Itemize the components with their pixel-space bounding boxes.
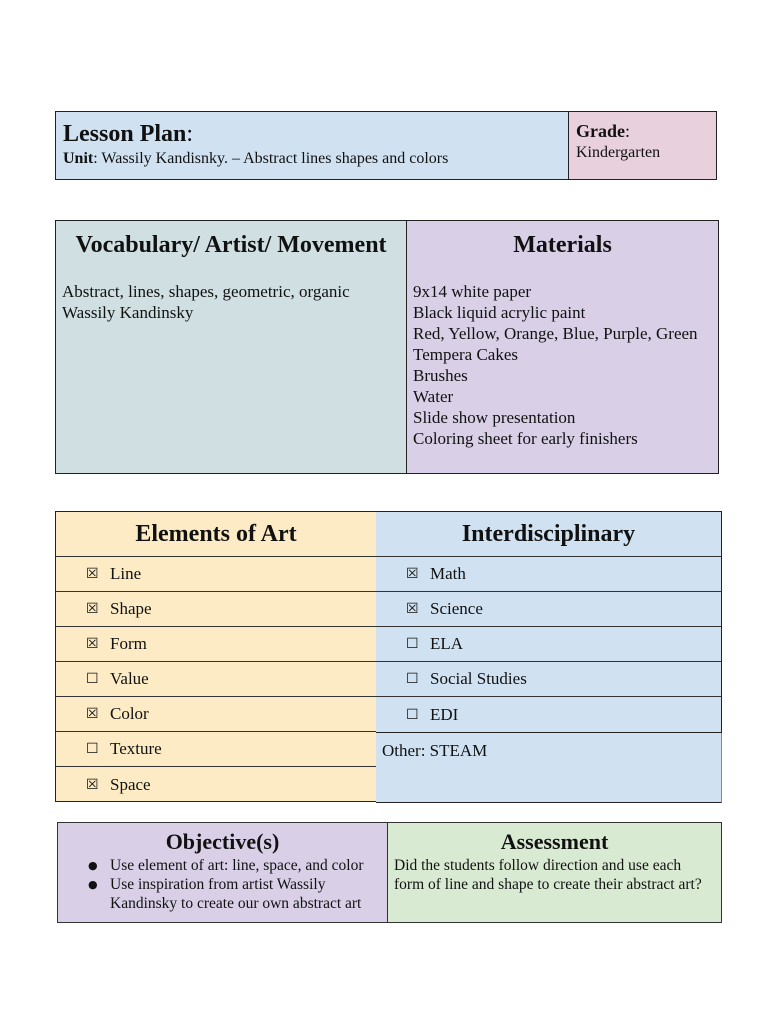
subject-label: Social Studies [430, 669, 527, 688]
subject-item-science[interactable] [376, 592, 721, 627]
objective-heading: Objective(s) [165, 829, 280, 854]
subject-label: ELA [430, 634, 464, 653]
objective-cell [58, 823, 388, 922]
checkbox-icon[interactable]: ☐ [406, 636, 419, 652]
objective-item: ● Use element of art: line, space, and color [64, 856, 381, 875]
element-item-shape[interactable] [56, 592, 376, 627]
checkbox-icon[interactable]: ☒ [86, 776, 99, 793]
elements-of-art-column [55, 511, 377, 802]
grade-value: Kindergarten [576, 144, 661, 161]
subject-item-ela[interactable] [376, 627, 721, 662]
checkbox-icon[interactable]: ☐ [406, 706, 419, 723]
lesson-plan-header [55, 111, 717, 180]
subject-label: Science [430, 599, 483, 618]
vocab-heading: Vocabulary/ Artist/ Movement [75, 232, 387, 258]
header-unit-cell [56, 112, 569, 179]
subject-item-edi[interactable] [376, 697, 721, 732]
materials-line: 9x14 white paper [413, 282, 532, 301]
materials-line: Black liquid acrylic paint [413, 303, 586, 322]
element-label: Form [110, 634, 147, 653]
checkbox-icon[interactable]: ☐ [86, 741, 99, 757]
assessment-text: Did the students follow direction and use each form of line and shape to create their abstract art? [394, 857, 702, 893]
materials-line: Brushes [413, 366, 468, 385]
unit-label: Unit [63, 150, 94, 167]
lesson-plan-title [63, 121, 561, 147]
materials-line: Water [413, 387, 454, 406]
subject-item-social-studies[interactable] [376, 662, 721, 697]
vocab-line: Wassily Kandinsky [62, 303, 194, 322]
vocab-line: Abstract, lines, shapes, geometric, organic [62, 282, 350, 301]
grade-label-line [576, 121, 709, 141]
subject-item-math[interactable] [376, 557, 721, 592]
grade-label: Grade [576, 121, 625, 141]
element-label: Line [110, 564, 142, 583]
assessment-heading: Assessment [500, 829, 609, 854]
unit-value: : Wassily Kandisnky. – Abstract lines shapes and colors [93, 150, 449, 167]
elements-heading: Elements of Art [56, 512, 376, 557]
subject-label: EDI [430, 704, 459, 724]
elements-interdisciplinary-table [55, 511, 722, 802]
objective-assessment-table [57, 822, 722, 923]
element-item-line[interactable] [56, 557, 376, 592]
other-subject-text: Other: STEAM [376, 733, 722, 803]
unit-line [63, 149, 561, 169]
title-colon: : [186, 121, 194, 147]
element-label: Texture [110, 739, 162, 758]
checkbox-icon[interactable]: ☒ [406, 601, 419, 617]
element-label: Space [110, 774, 151, 794]
element-item-texture[interactable] [56, 732, 376, 767]
checkbox-icon[interactable]: ☒ [86, 601, 99, 617]
element-item-space[interactable] [56, 767, 376, 802]
objective-list [64, 856, 381, 913]
materials-line: Red, Yellow, Orange, Blue, Purple, Green [413, 324, 698, 343]
element-label: Value [110, 669, 149, 688]
materials-line: Tempera Cakes [413, 345, 519, 364]
checkbox-icon[interactable]: ☒ [86, 706, 99, 722]
header-grade-cell [569, 112, 716, 179]
materials-cell [407, 221, 718, 473]
element-item-color[interactable] [56, 697, 376, 732]
objective-item: ● Use inspiration from artist Wassily Kandinsky to create our own abstract art [64, 875, 381, 913]
checkbox-icon[interactable]: ☐ [86, 671, 99, 687]
grade-colon: : [625, 121, 631, 141]
assessment-cell [388, 823, 721, 922]
checkbox-icon[interactable]: ☒ [406, 566, 419, 582]
interdisciplinary-list [376, 511, 722, 733]
interdisciplinary-heading: Interdisciplinary [376, 512, 721, 557]
vocab-cell [56, 221, 407, 473]
materials-line: Slide show presentation [413, 408, 576, 427]
title-text: Lesson Plan [63, 121, 187, 147]
checkbox-icon[interactable]: ☒ [86, 636, 99, 652]
subject-label: Math [430, 564, 466, 583]
element-label: Shape [110, 599, 152, 618]
element-item-form[interactable] [56, 627, 376, 662]
materials-heading: Materials [513, 232, 612, 258]
interdisciplinary-column [376, 511, 722, 802]
element-label: Color [110, 704, 149, 723]
element-item-value[interactable] [56, 662, 376, 697]
checkbox-icon[interactable]: ☒ [86, 566, 99, 582]
vocab-materials-table [55, 220, 719, 474]
checkbox-icon[interactable]: ☐ [406, 671, 419, 687]
materials-line: Coloring sheet for early finishers [413, 429, 638, 448]
